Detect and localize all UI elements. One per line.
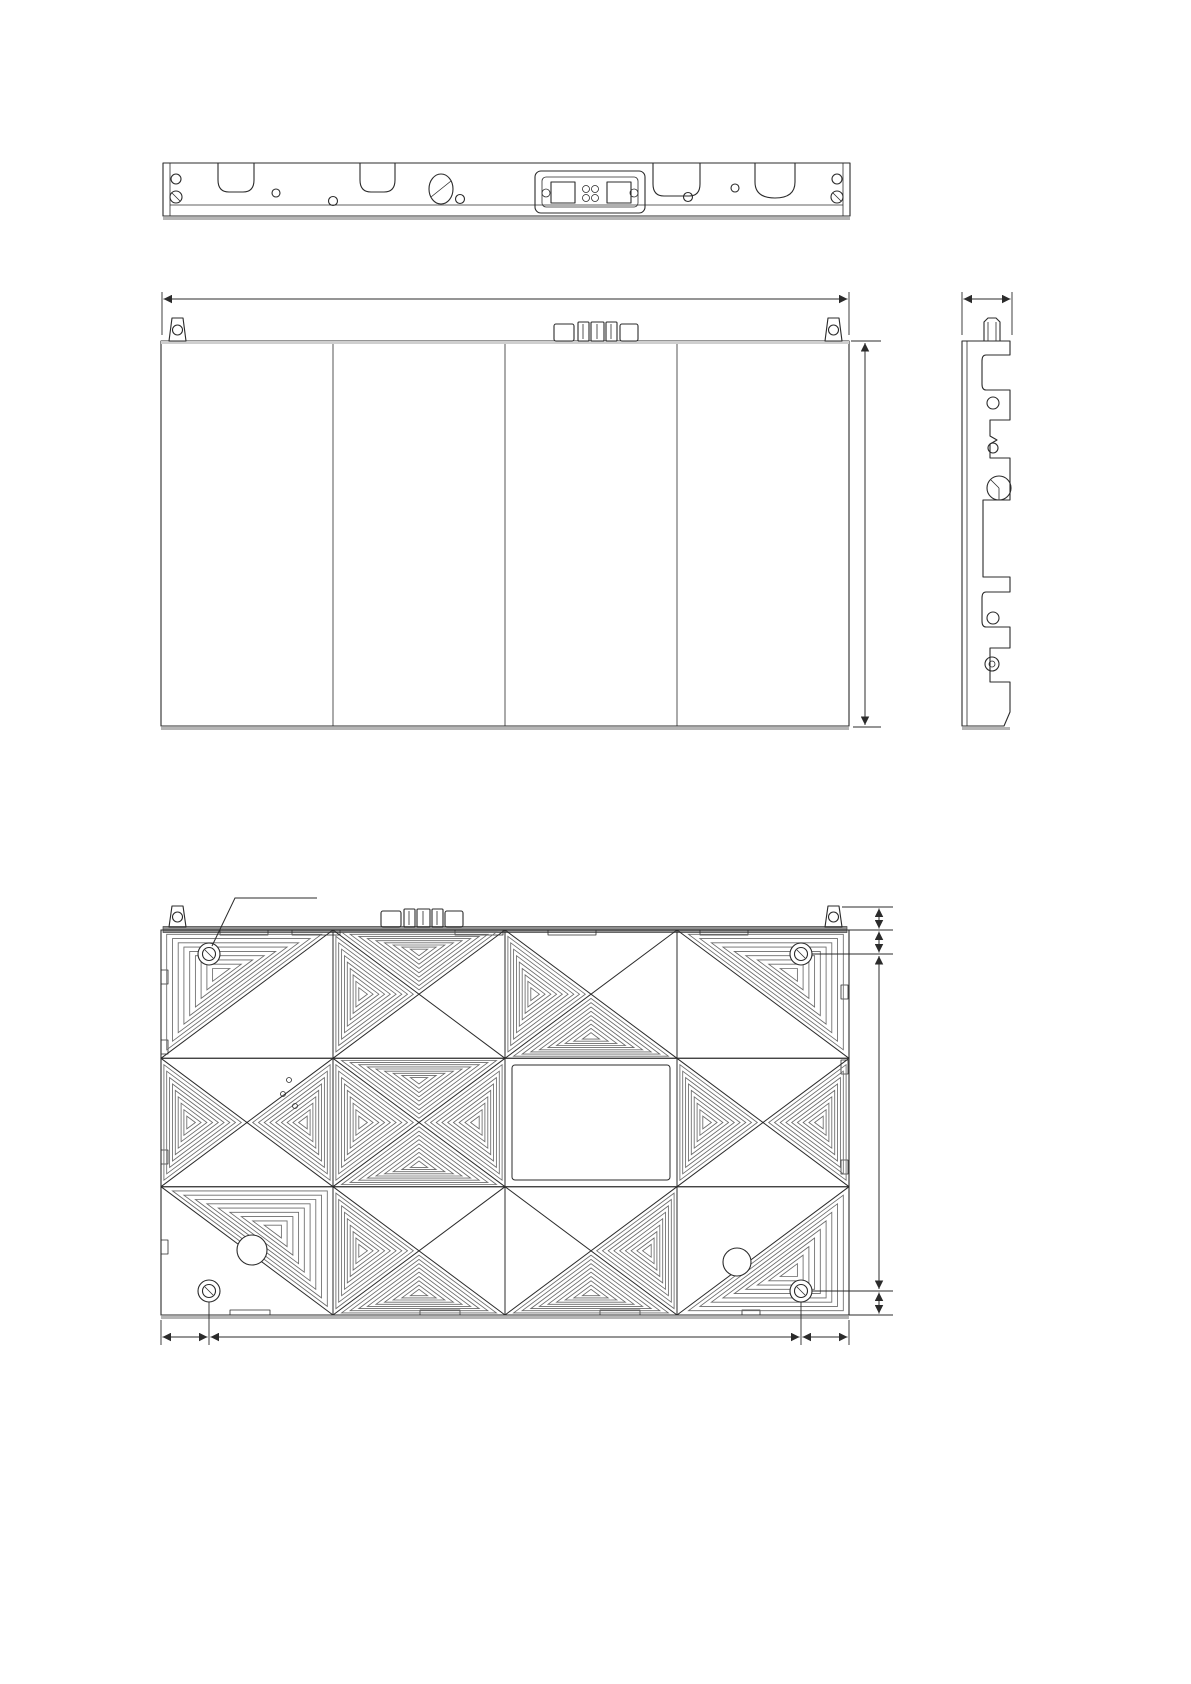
end-screw (831, 174, 843, 203)
profile-screw (985, 657, 999, 671)
front-view (161, 318, 849, 729)
top-view (163, 163, 850, 219)
front-width-dimension (162, 292, 849, 335)
top-notch (360, 163, 395, 192)
hanging-hook (825, 906, 842, 927)
top-notch (755, 163, 795, 198)
side-depth-dimension (962, 292, 1012, 335)
hanging-hook (169, 318, 186, 341)
top-notch (218, 163, 254, 192)
hanging-hook (169, 906, 186, 927)
end-screw (170, 174, 182, 203)
profile-hole (987, 612, 999, 624)
small-screw (731, 184, 739, 192)
top-notch (653, 163, 700, 196)
pin-hole (287, 1078, 292, 1083)
side-view (962, 318, 1011, 729)
rear-view (161, 898, 893, 1318)
side-top-tab (984, 318, 1000, 341)
small-screw (329, 197, 338, 206)
vent-hole (723, 1248, 751, 1276)
profile-hole (987, 397, 999, 409)
small-screw (684, 193, 693, 202)
rear-connector (381, 909, 463, 927)
small-screw (456, 195, 465, 204)
rear-pattern (161, 930, 849, 1315)
oval-hole (429, 174, 453, 204)
front-height-dimension (851, 341, 881, 727)
locking-cam (987, 476, 1011, 500)
small-screw (272, 189, 280, 197)
hanging-hook (825, 318, 842, 341)
top-connector (535, 171, 645, 213)
front-connector (554, 322, 638, 341)
vent-hole (237, 1235, 267, 1265)
